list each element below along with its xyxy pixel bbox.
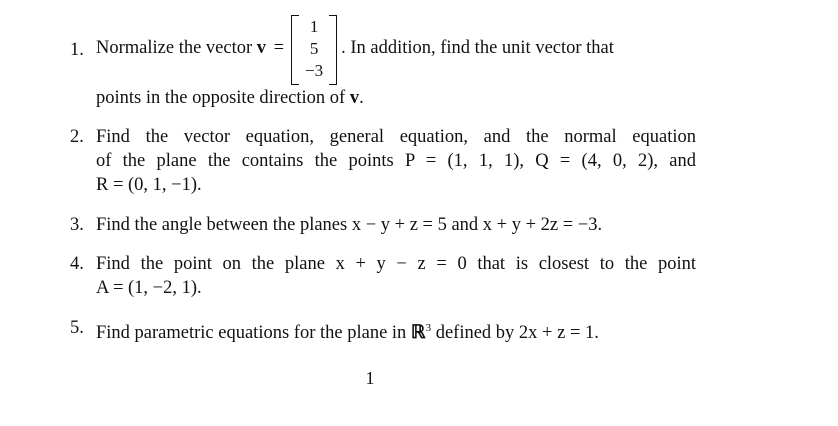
problem-number: 3. — [70, 215, 84, 235]
problem-line: Find the vector equation, general equation, and the normal equation — [96, 127, 696, 147]
problem-number: 5. — [70, 318, 84, 338]
right-bracket — [329, 15, 337, 85]
vector-entry: 5 — [309, 38, 319, 58]
problem-body — [96, 14, 696, 110]
problem-text: defined by 2x + z = 1. — [435, 323, 599, 344]
page-number: 1 — [365, 368, 375, 388]
problem-line: Find the angle between the planes x − y + z = 5 and x + y + 2z = −3. — [96, 215, 603, 235]
problem-body — [96, 252, 696, 300]
problem-line: R = (0, 1, −1). — [96, 175, 202, 195]
problem-line: of the plane the contains the points P = (1, 1, 1), Q = (4, 0, 2), and — [96, 151, 696, 171]
problem-body — [96, 125, 696, 197]
problem-number: 4. — [70, 254, 84, 274]
problem-number: 1. — [70, 40, 84, 60]
vector-entry: 1 — [309, 16, 319, 36]
problem-text: Find parametric equations for the plane in — [96, 323, 407, 344]
equals-sign: = — [273, 38, 285, 58]
real-space-symbol: ℝ — [410, 323, 426, 344]
problem-line — [96, 316, 696, 345]
column-vector — [291, 15, 337, 83]
problem-number: 2. — [70, 127, 84, 147]
problem-line: A = (1, −2, 1). — [96, 278, 202, 298]
vector-symbol: v — [349, 88, 360, 108]
problem-body — [96, 316, 696, 345]
problem-line — [96, 14, 696, 82]
vector-entry: −3 — [305, 60, 324, 80]
space-exponent: 3 — [425, 322, 432, 334]
problem-text: Normalize the vector — [96, 38, 253, 58]
problem-text: . — [359, 88, 364, 108]
problem-text: . In addition, find the unit vector that — [341, 38, 614, 58]
problem-body — [96, 213, 696, 237]
vector-symbol: v — [256, 38, 267, 58]
problem-line — [96, 86, 696, 110]
problem-line: Find the point on the plane x + y − z = 0 that is closest to the point — [96, 254, 696, 274]
problem-text: points in the opposite direction of — [96, 88, 346, 108]
